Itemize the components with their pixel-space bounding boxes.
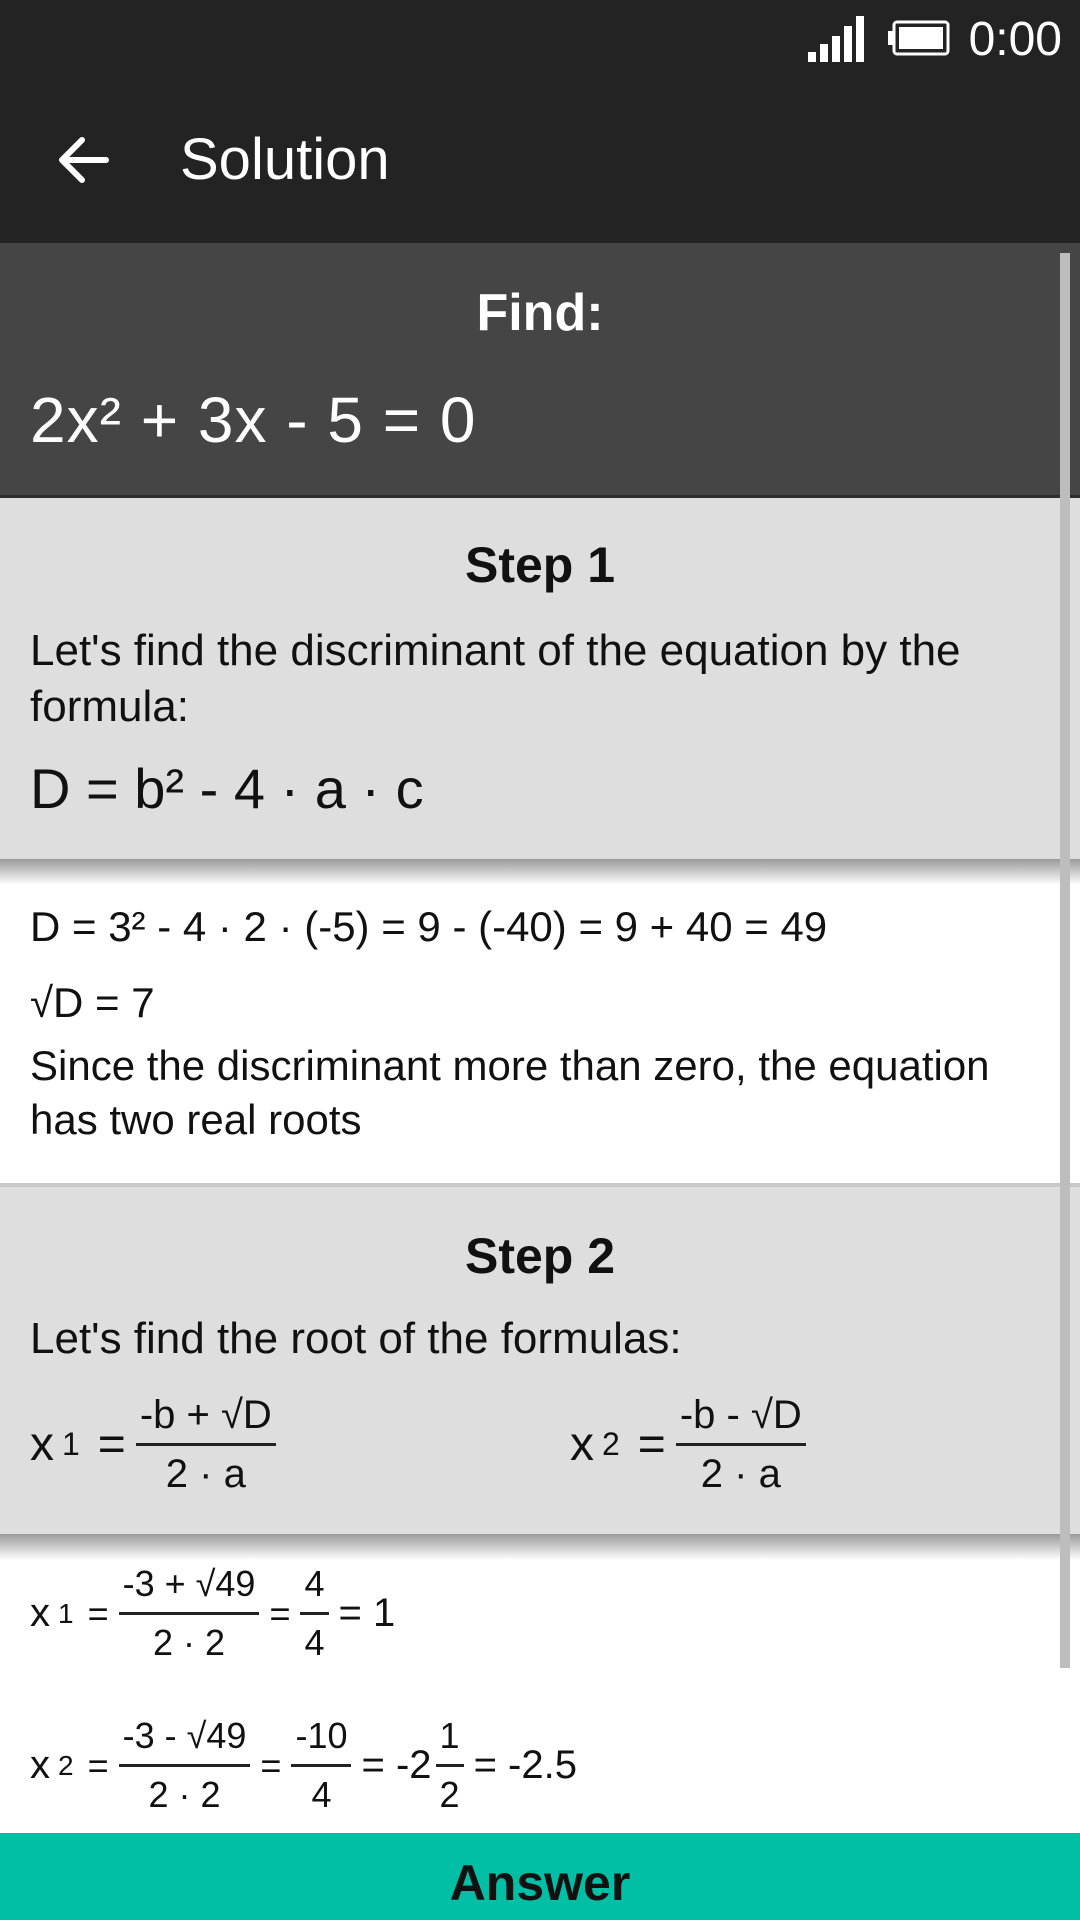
x2-fraction (676, 1393, 806, 1496)
step1-title: Step 1 (464, 537, 616, 593)
x1-calc-denominator: 2 · 2 (153, 1622, 226, 1663)
arrow-left-icon (56, 132, 112, 188)
x2-calc-numerator2: -10 (291, 1714, 351, 1767)
step1-section (0, 495, 1080, 859)
x1-calc-fraction (119, 1562, 260, 1665)
x1-denominator: 2 · a (165, 1452, 246, 1496)
solution-scroll-area[interactable] (0, 243, 1080, 1833)
x2-calc-result: = -2.5 (473, 1743, 577, 1787)
x1-calc-denominator2: 4 (304, 1622, 325, 1663)
x2-calc-numerator3: 1 (436, 1714, 464, 1767)
x1-sub: 1 (62, 1426, 80, 1462)
step2-section (0, 1183, 1080, 1534)
discriminant-conclusion: Since the discriminant more than zero, the equation has two real roots (30, 1042, 990, 1143)
status-bar (0, 0, 1080, 80)
x2-eq: = (637, 1418, 666, 1471)
x1-eq: = (97, 1418, 126, 1471)
step2-calculation (0, 1534, 1080, 1833)
x2-calc-eq2: = (260, 1744, 282, 1786)
x2-calc-fraction2 (291, 1714, 351, 1817)
x2-calc-fraction3 (436, 1714, 464, 1817)
back-button[interactable] (44, 120, 124, 200)
section-shadow (0, 859, 1080, 885)
x2-calc-fraction (119, 1714, 251, 1817)
x2-calc-mid: = -2 (361, 1743, 432, 1787)
step1-calculation (0, 859, 1080, 1209)
x2-sub: 2 (602, 1426, 620, 1462)
x1-calc-eq: = (87, 1592, 109, 1634)
x1-calc-numerator2: 4 (300, 1562, 328, 1615)
x2-calc-denominator: 2 · 2 (148, 1774, 221, 1815)
x2-formula (570, 1393, 816, 1496)
step1-text: Let's find the discriminant of the equation by the formula: (30, 626, 961, 731)
x2-calc-sub: 2 (58, 1749, 74, 1781)
find-label: Find: (476, 284, 604, 342)
battery-icon (888, 20, 950, 56)
step2-text: Let's find the root of the formulas: (30, 1314, 682, 1363)
x2-calc-denominator2: 4 (311, 1774, 332, 1815)
x2-var: x (570, 1418, 594, 1471)
x1-formula (30, 1393, 286, 1496)
find-equation: 2x² + 3x - 5 = 0 (30, 384, 477, 456)
discriminant-formula: D = b² - 4 · a · c (30, 757, 424, 820)
x2-calc-numerator: -3 - √49 (119, 1714, 251, 1767)
x2-calculation (30, 1714, 577, 1817)
x1-calc-var: x (30, 1591, 50, 1635)
x1-calc-sub: 1 (58, 1597, 74, 1629)
sqrt-discriminant: √D = 7 (30, 979, 155, 1026)
x1-calc-result: = 1 (338, 1591, 396, 1635)
step2-title: Step 2 (464, 1228, 616, 1284)
x1-calc-fraction2 (300, 1562, 328, 1665)
x1-calculation (30, 1562, 395, 1665)
app-bar (0, 80, 1080, 243)
section-shadow (0, 1534, 1080, 1560)
discriminant-calc: D = 3² - 4 · 2 · (-5) = 9 - (-40) = 9 + 40 = 49 (30, 903, 828, 950)
x2-denominator: 2 · a (700, 1452, 781, 1496)
x1-numerator: -b + √D (136, 1393, 276, 1446)
page-title: Solution (180, 127, 390, 192)
answer-label: Answer (449, 1855, 631, 1911)
x2-calc-denominator3: 2 (439, 1774, 460, 1815)
x1-calc-numerator: -3 + √49 (119, 1562, 260, 1615)
status-time: 0:00 (968, 13, 1062, 66)
signal-icon (808, 16, 868, 62)
scrollbar[interactable] (1060, 253, 1070, 1668)
x2-numerator: -b - √D (676, 1393, 806, 1446)
x2-calc-var: x (30, 1743, 50, 1787)
x2-calc-eq: = (87, 1744, 109, 1786)
find-section (0, 243, 1080, 495)
answer-button[interactable] (0, 1833, 1080, 1920)
x1-var: x (30, 1418, 54, 1471)
x1-calc-eq2: = (269, 1592, 291, 1634)
x1-fraction (136, 1393, 276, 1496)
